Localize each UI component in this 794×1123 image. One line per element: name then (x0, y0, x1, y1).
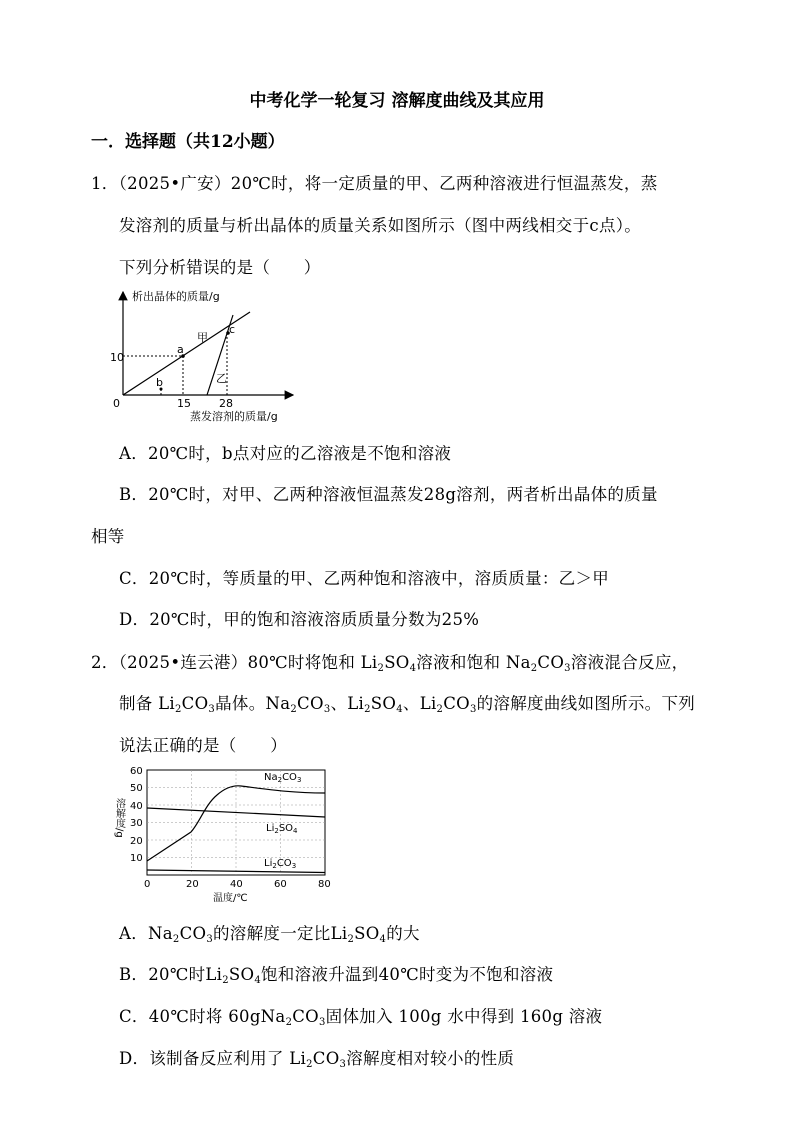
q2-xlabel: 温度/℃ (213, 893, 248, 904)
q1-xtick-15: 15 (177, 397, 191, 410)
q1-ylabel: 析出晶体的质量/g (132, 290, 220, 303)
q1-label-jia: 甲 (197, 331, 208, 344)
q2-xtick-60: 60 (274, 879, 287, 890)
q1-xlabel: 蒸发溶剂的质量/g (190, 410, 278, 423)
q1-option-b-line2: 相等 (91, 527, 125, 546)
q1-figure (110, 282, 310, 427)
q2-option-a: A．$Na_2CO_3$的溶解度一定比$Li_2SO_4$的大 (119, 924, 420, 945)
document-title: 中考化学一轮复习 溶解度曲线及其应用 (249, 91, 545, 111)
q1-stem-line3: 下列分析错误的是（ ） (119, 258, 321, 277)
q2-ylabel: 溶解度/g (113, 798, 125, 838)
q1-stem-line1: 1．（2025•广安）20℃时，将一定质量的甲、乙两种溶液进行恒温蒸发，蒸 (91, 174, 658, 193)
q2-figure (105, 760, 335, 908)
q1-option-c: C．20℃时，等质量的甲、乙两种饱和溶液中，溶质质量：乙＞甲 (119, 569, 610, 588)
q2-stem-line2: 制备 $Li_2CO_3$晶体。$Na_2CO_3$、$Li_2SO_4$、$Li_2CO_3$的溶解度曲线如图所示。下列 (119, 694, 696, 715)
q1-point-c: c (229, 323, 236, 336)
q2-ytick-50: 50 (130, 783, 143, 794)
q1-ytick-10: 10 (110, 351, 124, 364)
q2-stem-line3: 说法正确的是（ ） (119, 736, 287, 755)
q1-origin: 0 (113, 397, 120, 410)
q2-xtick-80: 80 (318, 879, 331, 890)
q2-ytick-60: 60 (130, 766, 143, 777)
q2-option-c: C．40℃时将 $60gNa_2CO_3$固体加入 100g 水中得到 160g 溶液 (119, 1007, 603, 1028)
q2-xtick-20: 20 (186, 879, 199, 890)
q2-label-na2co3: $Na_2CO_3$ (264, 772, 302, 784)
q2-xtick-40: 40 (230, 879, 243, 890)
q2-ytick-10: 10 (130, 853, 143, 864)
q2-label-li2co3: $Li_2CO_3$ (264, 858, 297, 870)
q1-option-d: D．20℃时，甲的饱和溶液溶质质量分数为25% (119, 610, 480, 629)
q2-label-li2so4: $Li_2SO_4$ (266, 823, 298, 835)
q2-option-d: D．该制备反应利用了 $Li_2CO_3$溶解度相对较小的性质 (119, 1049, 515, 1070)
q1-xtick-28: 28 (219, 397, 233, 410)
q2-option-b: B．20℃时$Li_2SO_4$饱和溶液升温到40℃时变为不饱和溶液 (119, 965, 554, 986)
q1-option-b-line1: B．20℃时，对甲、乙两种溶液恒温蒸发28g溶剂，两者析出晶体的质量 (119, 485, 658, 504)
q2-xtick-0: 0 (144, 879, 151, 890)
q2-stem-line1: 2．（2025•连云港）80℃时将饱和 $Li_2SO_4$溶液和饱和 $Na_2CO_3$溶液混合反应， (91, 653, 689, 674)
q2-ytick-30: 30 (130, 818, 143, 829)
q1-point-b: b (156, 376, 163, 389)
q1-label-yi: 乙 (216, 372, 227, 385)
q1-option-a: A．20℃时，b点对应的乙溶液是不饱和溶液 (119, 444, 452, 463)
q1-point-a: a (177, 343, 184, 356)
q2-ytick-20: 20 (130, 836, 143, 847)
q1-stem-line2: 发溶剂的质量与析出晶体的质量关系如图所示（图中两线相交于c点）。 (119, 216, 642, 235)
section-heading: 一．选择题（共12小题） (91, 132, 285, 152)
q2-ytick-40: 40 (130, 801, 143, 812)
